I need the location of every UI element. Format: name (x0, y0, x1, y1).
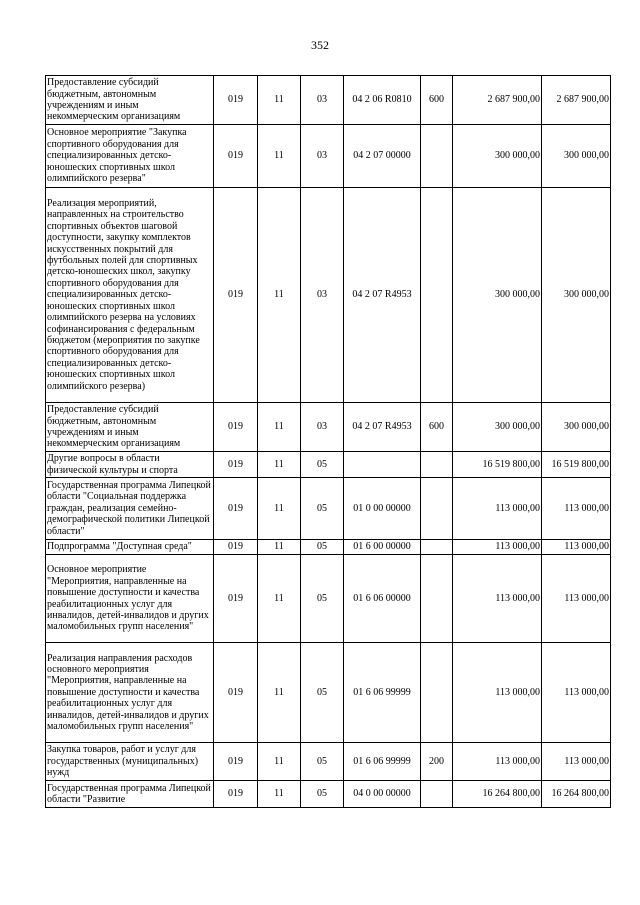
table-row (46, 555, 611, 643)
page-number: 352 (311, 38, 329, 52)
subsection-code: 05 (301, 743, 344, 781)
row-name: Другие вопросы в области физической культуры и спорта (46, 452, 214, 478)
sum-second: 300 000,00 (542, 188, 611, 403)
subsection-code: 05 (301, 555, 344, 643)
sum-second: 2 687 900,00 (542, 76, 611, 125)
section-code: 11 (258, 781, 301, 808)
article-code: 04 2 07 00000 (344, 125, 421, 188)
row-name: Закупка товаров, работ и услуг для государственных (муниципальных) нужд (46, 743, 214, 781)
ministry-code: 019 (214, 403, 258, 452)
expense-kind-code: 200 (421, 743, 453, 781)
table-row (46, 452, 611, 478)
article-code: 04 2 07 R4953 (344, 403, 421, 452)
subsection-code: 05 (301, 478, 344, 540)
article-code: 04 2 06 R0810 (344, 76, 421, 125)
subsection-code: 03 (301, 188, 344, 403)
sum-second: 300 000,00 (542, 403, 611, 452)
section-code: 11 (258, 743, 301, 781)
section-code: 11 (258, 452, 301, 478)
ministry-code: 019 (214, 540, 258, 555)
table-row (46, 743, 611, 781)
table-row (46, 188, 611, 403)
section-code: 11 (258, 555, 301, 643)
section-code: 11 (258, 76, 301, 125)
sum-second: 16 519 800,00 (542, 452, 611, 478)
article-code: 01 0 00 00000 (344, 478, 421, 540)
budget-table (45, 75, 611, 808)
row-name: Реализация мероприятий, направленных на строительство спортивных объектов шаговой доступности, закупку комплектов искусственных покрытий для футбольных полей для спортивных детско-юношеских школ, закупку спортивного оборудования для специализированных детско-юношеских спортивных школ олимпийского резерва на условиях софинансирования с федеральным бюджетом (мероприятия по закупке спортивного оборудования для специализированных детско-юношеских спортивных школ олимпийского резерва) (46, 188, 214, 403)
section-code: 11 (258, 478, 301, 540)
sum-second: 113 000,00 (542, 643, 611, 743)
article-code: 01 6 06 00000 (344, 555, 421, 643)
expense-kind-code (421, 555, 453, 643)
sum-first: 113 000,00 (453, 555, 542, 643)
ministry-code: 019 (214, 76, 258, 125)
row-name: Предоставление субсидий бюджетным, автономным учреждениям и иным некоммерческим организациям (46, 76, 214, 125)
subsection-code: 03 (301, 76, 344, 125)
sum-first: 113 000,00 (453, 478, 542, 540)
ministry-code: 019 (214, 781, 258, 808)
sum-first: 113 000,00 (453, 643, 542, 743)
row-name: Основное мероприятие "Мероприятия, направленные на повышение доступности и качества реабилитационных услуг для инвалидов, детей-инвалидов и других маломобильных групп населения" (46, 555, 214, 643)
article-code: 01 6 06 99999 (344, 643, 421, 743)
sum-first: 300 000,00 (453, 125, 542, 188)
ministry-code: 019 (214, 125, 258, 188)
subsection-code: 05 (301, 452, 344, 478)
sum-first: 16 519 800,00 (453, 452, 542, 478)
ministry-code: 019 (214, 478, 258, 540)
sum-first: 300 000,00 (453, 403, 542, 452)
expense-kind-code (421, 478, 453, 540)
section-code: 11 (258, 403, 301, 452)
article-code: 01 6 00 00000 (344, 540, 421, 555)
sum-first: 16 264 800,00 (453, 781, 542, 808)
section-code: 11 (258, 540, 301, 555)
row-name: Государственная программа Липецкой области "Развитие (46, 781, 214, 808)
sum-first: 2 687 900,00 (453, 76, 542, 125)
ministry-code: 019 (214, 452, 258, 478)
ministry-code: 019 (214, 555, 258, 643)
section-code: 11 (258, 125, 301, 188)
table-row (46, 76, 611, 125)
table-row (46, 781, 611, 808)
article-code: 04 0 00 00000 (344, 781, 421, 808)
expense-kind-code (421, 125, 453, 188)
sum-first: 113 000,00 (453, 540, 542, 555)
row-name: Государственная программа Липецкой области "Социальная поддержка граждан, реализация семейно-демографической политики Липецкой области" (46, 478, 214, 540)
subsection-code: 03 (301, 403, 344, 452)
sum-second: 16 264 800,00 (542, 781, 611, 808)
row-name: Основное мероприятие "Закупка спортивного оборудования для специализированных детско-юношеских спортивных школ олимпийского резерва" (46, 125, 214, 188)
section-code: 11 (258, 643, 301, 743)
subsection-code: 05 (301, 643, 344, 743)
expense-kind-code (421, 452, 453, 478)
sum-second: 113 000,00 (542, 478, 611, 540)
sum-second: 113 000,00 (542, 540, 611, 555)
article-code (344, 452, 421, 478)
sum-first: 300 000,00 (453, 188, 542, 403)
expense-kind-code (421, 188, 453, 403)
table-row (46, 478, 611, 540)
expense-kind-code (421, 643, 453, 743)
article-code: 04 2 07 R4953 (344, 188, 421, 403)
subsection-code: 05 (301, 540, 344, 555)
subsection-code: 03 (301, 125, 344, 188)
table-row (46, 643, 611, 743)
sum-second: 113 000,00 (542, 555, 611, 643)
article-code: 01 6 06 99999 (344, 743, 421, 781)
table-row (46, 540, 611, 555)
row-name: Реализация направления расходов основного мероприятия "Мероприятия, направленные на повышение доступности и качества реабилитационных услуг для инвалидов, детей-инвалидов и других маломобильных групп населения" (46, 643, 214, 743)
table-row (46, 403, 611, 452)
sum-first: 113 000,00 (453, 743, 542, 781)
expense-kind-code (421, 781, 453, 808)
ministry-code: 019 (214, 188, 258, 403)
expense-kind-code: 600 (421, 403, 453, 452)
sum-second: 300 000,00 (542, 125, 611, 188)
table-row (46, 125, 611, 188)
expense-kind-code: 600 (421, 76, 453, 125)
ministry-code: 019 (214, 743, 258, 781)
ministry-code: 019 (214, 643, 258, 743)
section-code: 11 (258, 188, 301, 403)
subsection-code: 05 (301, 781, 344, 808)
sum-second: 113 000,00 (542, 743, 611, 781)
row-name: Предоставление субсидий бюджетным, автономным учреждениям и иным некоммерческим организациям (46, 403, 214, 452)
expense-kind-code (421, 540, 453, 555)
row-name: Подпрограмма "Доступная среда" (46, 540, 214, 555)
